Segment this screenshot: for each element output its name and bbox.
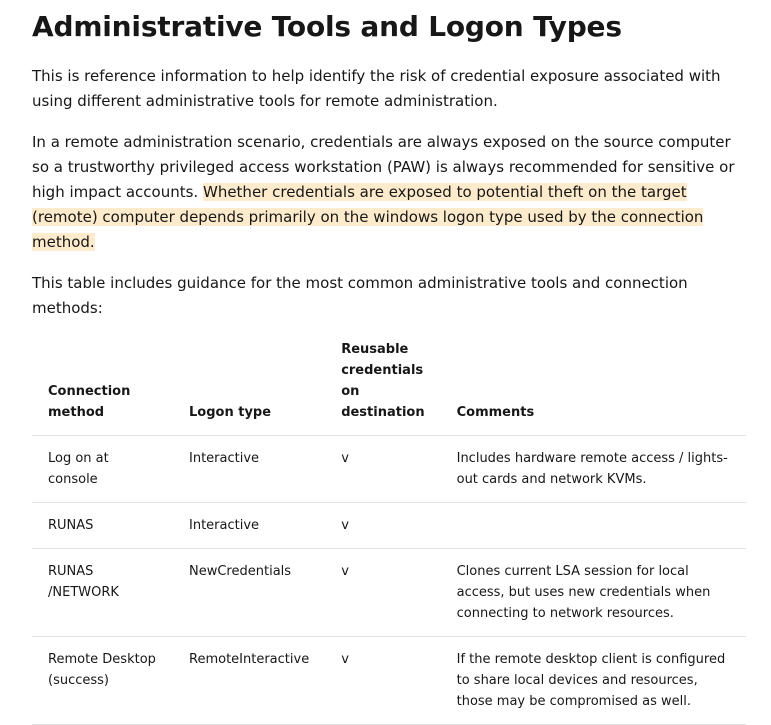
- table-row: [32, 549, 746, 637]
- table-header-row: [32, 339, 746, 436]
- cell-logon-type: Interactive: [173, 436, 325, 503]
- cell-comments: [441, 503, 746, 549]
- table-row: [32, 637, 746, 725]
- table-header: [32, 339, 746, 436]
- cell-comments: Includes hardware remote access / lights-out cards and network KVMs.: [441, 436, 746, 503]
- header-connection-method: Connection method: [32, 339, 173, 436]
- cell-connection-method: RUNAS: [32, 503, 173, 549]
- scenario-paragraph: [32, 130, 746, 255]
- cell-logon-type: NewCredentials: [173, 549, 325, 637]
- logon-types-table: [32, 339, 746, 725]
- highlighted-text: Whether credentials are exposed to potential theft on the target (remote) computer depends primarily on the windows logon type used by the connection method.: [32, 183, 704, 251]
- cell-reusable-credentials: v: [325, 637, 440, 725]
- scenario-text: In a remote administration scenario, credentials are always exposed on the source computer so a trustworthy privileged access workstation (PAW) is always recommended for sensitive or high impact accounts.: [32, 133, 735, 201]
- header-logon-type: Logon type: [173, 339, 325, 436]
- cell-comments: If the remote desktop client is configured to share local devices and resources, those may be compromised as well.: [441, 637, 746, 725]
- cell-connection-method: Remote Desktop (success): [32, 637, 173, 725]
- table-row: [32, 436, 746, 503]
- cell-logon-type: Interactive: [173, 503, 325, 549]
- table-intro-paragraph: This table includes guidance for the most common administrative tools and connection methods:: [32, 274, 688, 317]
- table-row: [32, 503, 746, 549]
- cell-reusable-credentials: v: [325, 503, 440, 549]
- cell-connection-method: RUNAS /NETWORK: [32, 549, 173, 637]
- header-reusable-credentials: Reusable credentials on destination: [325, 339, 440, 436]
- header-comments: Comments: [441, 339, 746, 436]
- cell-logon-type: RemoteInteractive: [173, 637, 325, 725]
- cell-reusable-credentials: v: [325, 549, 440, 637]
- cell-reusable-credentials: v: [325, 436, 440, 503]
- table-body: [32, 436, 746, 725]
- intro-paragraph: This is reference information to help identify the risk of credential exposure associated with using different administrative tools for remote administration.: [32, 67, 721, 110]
- article-body: [32, 0, 746, 725]
- page-title: Administrative Tools and Logon Types: [32, 10, 622, 43]
- cell-comments: Clones current LSA session for local access, but uses new credentials when connecting to network resources.: [441, 549, 746, 637]
- cell-connection-method: Log on at console: [32, 436, 173, 503]
